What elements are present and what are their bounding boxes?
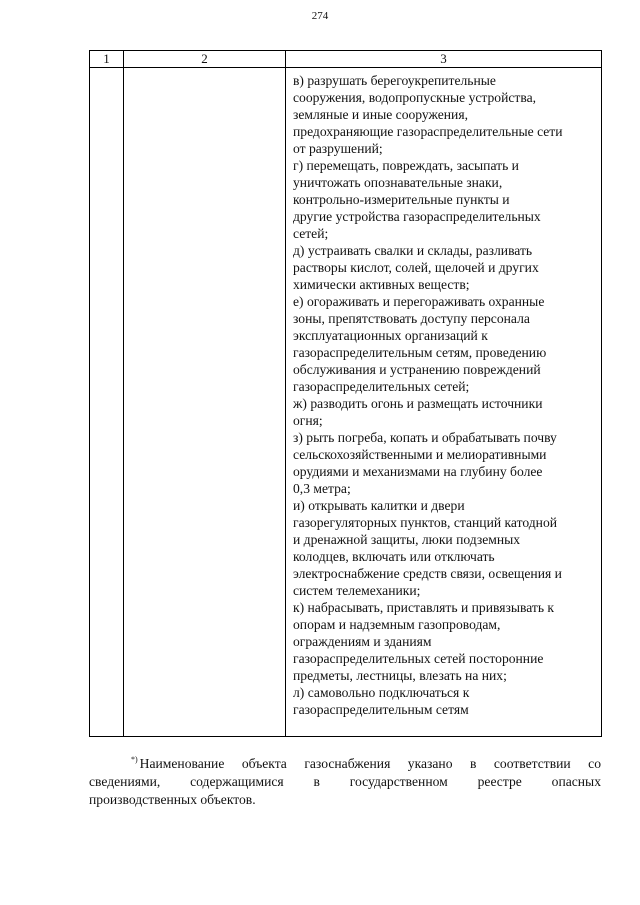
footnote-line-3: производственных объектов. — [89, 792, 256, 807]
text-line: эксплуатационных организаций к — [293, 328, 488, 343]
text-line: систем телемеханики; — [293, 583, 421, 598]
text-line: з) рыть погреба, копать и обрабатывать почву — [293, 430, 557, 445]
text-line: от разрушений; — [293, 141, 383, 156]
table-header-row — [90, 51, 602, 68]
text-line: химически активных веществ; — [293, 277, 470, 292]
column-header-1: 1 — [90, 51, 124, 68]
footnote — [89, 751, 601, 809]
table-cell-col2 — [124, 68, 286, 737]
text-line: зоны, препятствовать доступу персонала — [293, 311, 530, 326]
text-line: сетей; — [293, 226, 329, 241]
text-line: контрольно-измерительные пункты и — [293, 192, 510, 207]
column-header-3: 3 — [286, 51, 602, 68]
text-line: газорегуляторных пунктов, станций катодной — [293, 515, 558, 530]
text-line: предохраняющие газораспределительные сети — [293, 124, 563, 139]
table-cell-col1 — [90, 68, 124, 737]
text-line: обслуживания и устранению повреждений — [293, 362, 541, 377]
text-line: д) устраивать свалки и склады, разливать — [293, 243, 533, 258]
footnote-line-1 — [89, 751, 601, 773]
table-row — [90, 68, 602, 737]
text-line: растворы кислот, солей, щелочей и других — [293, 260, 539, 275]
text-line: электроснабжение средств связи, освещения и — [293, 566, 562, 581]
text-line: к) набрасывать, приставлять и привязывать к — [293, 600, 555, 615]
text-line: земляные и иные сооружения, — [293, 107, 468, 122]
text-line: ж) разводить огонь и размещать источники — [293, 396, 543, 411]
column-header-2: 2 — [124, 51, 286, 68]
text-line: газораспределительным сетям — [293, 702, 469, 717]
requirements-table — [89, 50, 602, 737]
page-number: 274 — [311, 10, 329, 22]
text-line: сооружения, водопропускные устройства, — [293, 90, 537, 105]
text-line: другие устройства газораспределительных — [293, 209, 541, 224]
text-line: уничтожать опознавательные знаки, — [293, 175, 503, 190]
text-line: 0,3 метра; — [293, 481, 351, 496]
text-line: е) огораживать и перегораживать охранные — [293, 294, 545, 309]
text-line: и) открывать калитки и двери — [293, 498, 465, 513]
text-line: в) разрушать берегоукрепительные — [293, 73, 496, 88]
text-line: л) самовольно подключаться к — [293, 685, 470, 700]
text-line: огня; — [293, 413, 323, 428]
table-cell-col3 — [286, 68, 602, 737]
footnote-text-1: Наименование объекта газоснабжения указано в соответствии со — [139, 756, 601, 771]
text-line: и дренажной защиты, люки подземных — [293, 532, 521, 547]
text-line: сельскохозяйственными и мелиоративными — [293, 447, 547, 462]
text-line: орудиями и механизмами на глубину более — [293, 464, 543, 479]
text-line: колодцев, включать или отключать — [293, 549, 495, 564]
text-line: газораспределительным сетям, проведению — [293, 345, 547, 360]
footnote-line-2: сведениями, содержащимися в государственном реестре опасных — [89, 774, 601, 789]
text-line: газораспределительных сетей; — [293, 379, 470, 394]
text-line: ограждениям и зданиям — [293, 634, 432, 649]
text-line: газораспределительных сетей посторонние — [293, 651, 544, 666]
text-line: г) перемещать, повреждать, засыпать и — [293, 158, 519, 173]
text-line: предметы, лестницы, влезать на них; — [293, 668, 507, 683]
text-line: опорам и надземным газопроводам, — [293, 617, 501, 632]
footnote-marker: *) — [131, 755, 138, 764]
